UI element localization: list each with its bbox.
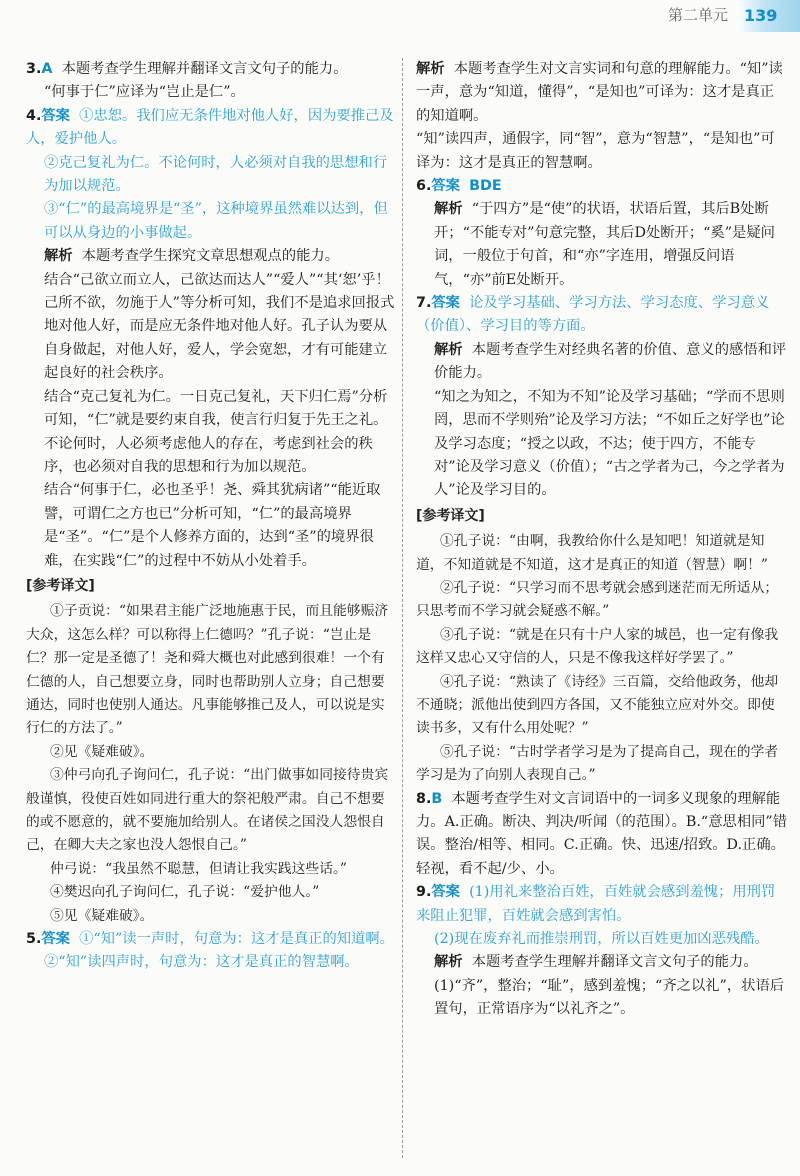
analysis-text: 结合“克己复礼为仁。一日克己复礼，天下归仁焉”分析可知，“仁”就是要约束自我，使言行归复于先王之礼。不论何时，人必须考虑他人的存在，考虑到社会的秩序，也必须对自我的思想和行为加以规范。 — [44, 388, 388, 475]
question-number: 9. — [416, 884, 432, 901]
answer-tag: 答案 — [431, 884, 460, 901]
question-8 — [416, 788, 788, 882]
answer-text: ①“知”读一声时，句意为：这才是真正的知道啊。 — [79, 931, 394, 948]
question-number: 6. — [416, 178, 432, 195]
answer-tag: 答案 — [431, 178, 460, 195]
left-column — [26, 58, 396, 975]
question-7 — [416, 292, 788, 503]
translation-text: ③仲弓向孔子询问仁，孔子说：“出门做事如同接待贵宾般谨慎，役使百姓如同进行重大的祭祀般严肃。自己不想要的或不愿意的，就不要施加给别人。在诸侯之国没人怨恨自己，在卿大夫之家也没人怨恨自己。” — [26, 767, 389, 854]
question-3 — [26, 58, 396, 105]
answer-text: ②克己复礼为仁。不论何时，人必须对自我的思想和行为加以规范。 — [44, 154, 388, 195]
analysis-text: 本题考查学生对文言词语中的一词多义现象的理解能力。A.正确。断决、判决/听闻（的范围）。B.“意思相同”错误。整治/相等、相同。C.正确。快、迅速/招致。D.正确。轻视，看不起/少、小。 — [416, 790, 788, 877]
translation-text: ①孔子说：“由啊，我教给你什么是知吧！知道就是知道，不知道就是不知道，这才是真正的知道（智慧）啊！” — [416, 533, 768, 573]
answer-text: BDE — [469, 178, 502, 195]
question-number: 7. — [416, 295, 432, 312]
analysis-tag: 解析 — [434, 954, 463, 971]
translation-text: ④樊迟向孔子询问仁，孔子说：“爱护他人。” — [50, 884, 320, 901]
analysis-text: “于四方”是“使”的状语，状语后置，其后B处断开；“不能专对”句意完整，其后D处断开；“奚”是疑问词，一般位于句首，和“亦”字连用，增强反问语气，“亦”前E处断开。 — [434, 201, 775, 288]
analysis-text: 本题考查学生理解并翻译文言文句子的能力。 — [61, 61, 348, 77]
question-number: 4. — [26, 107, 42, 124]
answer-tag: 答案 — [41, 107, 70, 124]
answer-text: ①忠恕。我们应无条件地对他人好，因为要推己及人，爱护他人。 — [26, 107, 394, 148]
page-header — [0, 0, 800, 52]
translation-text: ③孔子说：“就是在只有十户人家的城邑，也一定有像我这样又忠心又守信的人，只是不像我这样好学罢了。” — [416, 626, 779, 667]
analysis-text: 本题考查学生对经典名著的价值、意义的感悟和评价能力。 — [434, 341, 787, 382]
question-number: 3. — [26, 61, 42, 77]
question-number: 8. — [416, 790, 432, 807]
reference-translation — [416, 505, 788, 788]
translation-text: ⑤孔子说：“古时学者学习是为了提高自己，现在的学者学习是为了向别人表现自己。” — [416, 743, 779, 784]
analysis-text: “知之为知之，不知为不知”论及学习基础；“学而不思则罔，思而不学则殆”论及学习方法；“不如丘之好学也”论及学习态度；“授之以政，不达；使于四方，不能专对”论及学习意义（价值）；“古之学者为己，今之学者为人”论及学习目的。 — [434, 388, 785, 499]
translation-text: ④孔子说：“熟读了《诗经》三百篇，交给他政务，他却不通晓；派他出使到四方各国，又不能独立应对外交。即使读书多，又有什么用处呢？” — [416, 673, 779, 737]
question-number: 5. — [26, 931, 42, 948]
answer-text: (1)用礼来整治百姓，百姓就会感到羞愧；用刑罚来阻止犯罪，百姓就会感到害怕。 — [416, 884, 776, 924]
translation-text: ②见《疑难破》。 — [50, 743, 154, 760]
analysis-tag: 解析 — [434, 201, 463, 218]
column-divider — [402, 58, 403, 1158]
unit-label: 第二单元 — [667, 6, 728, 24]
answer-text: (2)现在废弃礼而推崇刑罚，所以百姓更加凶恶残酷。 — [434, 931, 769, 948]
page-number: 139 — [736, 0, 800, 32]
answer-text: 论及学习基础、学习方法、学习态度、学习意义（价值）、学习目的等方面。 — [416, 295, 770, 335]
translation-text: 仲弓说：“我虽然不聪慧，但请让我实践这些话。” — [50, 860, 347, 877]
question-6 — [416, 175, 788, 292]
analysis-text: 结合“己欲立而立人，己欲达而达人”“爱人”“其‘恕’乎！己所不欲，勿施于人”等分析可知，我们不是追求回报式地对他人好，而是应无条件地对他人好。孔子认为要从自身做起，对他人好，爱人，学会宽恕，才有可能建立起良好的社会秩序。 — [44, 271, 395, 382]
answer-tag: 答案 — [431, 295, 460, 312]
question-5 — [26, 928, 396, 975]
answer-text: ③“仁”的最高境界是“圣”，这种境界虽然难以达到，但可以从身边的小事做起。 — [44, 201, 388, 241]
analysis-text: “知”读四声，通假字，同“智”，意为“智慧”，“是知也”可译为：这才是真正的智慧啊。 — [416, 131, 775, 171]
analysis-tag: 解析 — [44, 248, 73, 265]
analysis-text: 本题考查学生理解并翻译文言文句子的能力。(1)“齐”，整治；“耻”，感到羞愧；“齐之以礼”，状语后置句，正常语序为“以礼齐之”。 — [434, 954, 785, 1018]
analysis-text: “何事于仁”应译为“岂止是仁”。 — [44, 84, 245, 101]
analysis-text: 本题考查学生探究文章思想观点的能力。 — [81, 248, 340, 265]
translation-text: ②孔子说：“只学习而不思考就会感到迷茫而无所适从；只思考而不学习就会疑惑不解。” — [416, 579, 779, 620]
translation-text: ①子贡说：“如果君主能广泛地施惠于民，而且能够赈济大众，这怎么样？可以称得上仁德吗？”孔子说：“岂止是仁？那一定是圣德了！尧和舜大概也对此感到很难！一个有仁德的人，自己想要立身，同时也帮助别人立身；自己想要通达，同时也使别人通达。凡事能够推己及人，可以说是实行仁的方法了。” — [26, 603, 389, 737]
analysis-tag: 解析 — [434, 341, 463, 358]
answer-letter: A — [41, 61, 53, 77]
reference-tag: [参考译文] — [26, 577, 95, 594]
analysis-text: 结合“何事于仁，必也圣乎！尧、舜其犹病诸”“能近取譬，可谓仁之方也已”分析可知，“仁”的最高境界是“圣”。“仁”是个人修养方面的，达到“圣”的境界很难，在实践“仁”的过程中不妨从小处着手。 — [44, 482, 381, 569]
analysis-tag: 解析 — [416, 61, 445, 77]
question-5-analysis — [416, 58, 788, 175]
answer-tag: 答案 — [41, 931, 70, 948]
reference-tag: [参考译文] — [416, 507, 485, 524]
question-4 — [26, 105, 396, 573]
analysis-text: 本题考查学生对文言实词和句意的理解能力。“知”读一声，意为“知道，懂得”，“是知也”可译为：这才是真正的知道啊。 — [416, 61, 783, 124]
reference-translation — [26, 575, 396, 928]
answer-text: ②“知”读四声时，句意为：这才是真正的智慧啊。 — [44, 954, 359, 971]
answer-letter: B — [431, 790, 443, 807]
question-9 — [416, 881, 788, 1021]
translation-text: ⑤见《疑难破》。 — [50, 907, 154, 924]
right-column — [416, 58, 788, 1022]
